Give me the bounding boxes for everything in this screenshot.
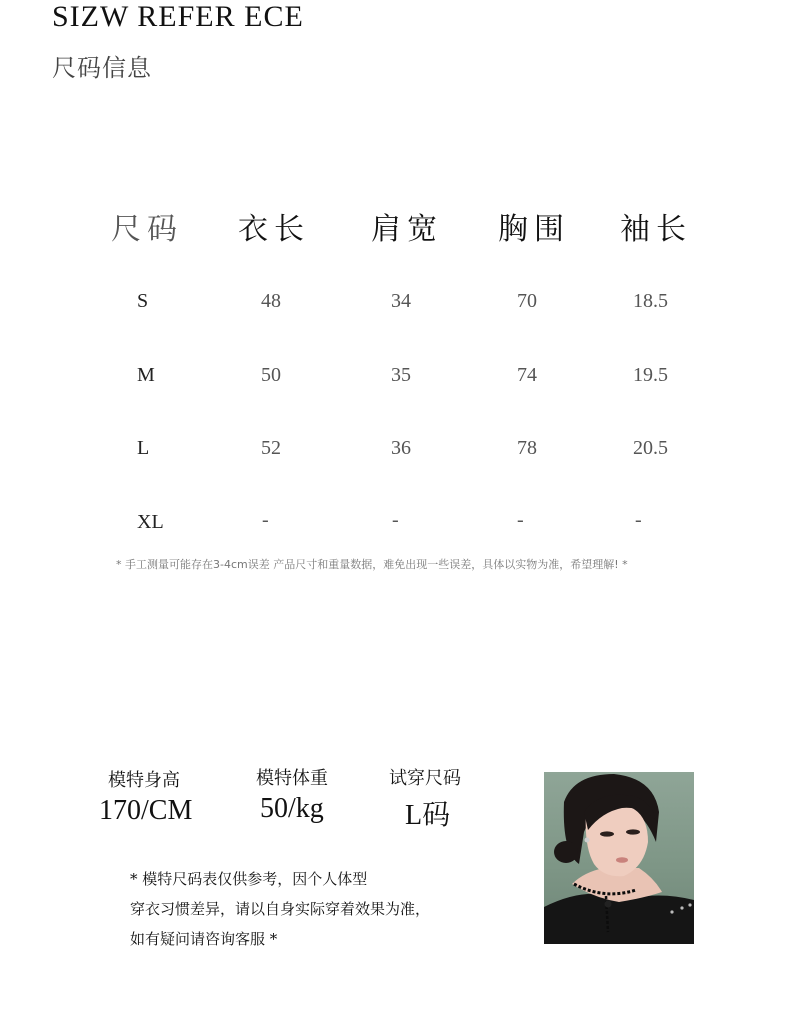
size-cell: S (137, 290, 149, 312)
column-header-length: 衣长 (238, 212, 310, 247)
model-photo-illustration (544, 772, 694, 944)
length-cell: 52 (261, 437, 281, 459)
shoulder-cell: 34 (391, 290, 411, 312)
length-cell: 48 (261, 290, 281, 312)
disclaimer-line: * 模特尺码表仅供参考，因个人体型 (130, 870, 368, 888)
shoulder-cell: 36 (391, 437, 411, 459)
shoulder-cell: - (392, 509, 399, 531)
disclaimer-line: 穿衣习惯差异，请以自身实际穿着效果为准， (130, 900, 431, 918)
column-header-size: 尺码 (111, 212, 183, 247)
chest-cell: 74 (517, 364, 537, 386)
model-height-label: 模特身高 (108, 770, 180, 791)
model-weight-label: 模特体重 (256, 768, 328, 789)
column-header-sleeve: 袖长 (620, 212, 692, 247)
size-cell: XL (137, 511, 164, 533)
model-size-label: 试穿尺码 (389, 768, 461, 789)
model-disclaimer (130, 864, 430, 954)
sleeve-cell: 18.5 (633, 290, 668, 312)
length-cell: - (262, 509, 269, 531)
sleeve-cell: 19.5 (633, 364, 668, 386)
sleeve-cell: - (635, 509, 642, 531)
model-height-value: 170/CM (99, 795, 193, 826)
chest-cell: 70 (517, 290, 537, 312)
size-cell: M (137, 364, 155, 386)
sleeve-cell: 20.5 (633, 437, 668, 459)
page-title: SIZW REFER ECE (52, 0, 304, 33)
measurement-note: * 手工测量可能存在3-4cm误差 产品尺寸和重量数据，难免出现一些误差，具体以实物为准，希望理解! * (116, 558, 628, 571)
model-photo (544, 772, 694, 944)
column-header-chest: 胸围 (498, 212, 570, 247)
chest-cell: - (517, 509, 524, 531)
model-weight-value: 50/kg (260, 793, 324, 824)
model-size-value: L码 (405, 800, 451, 831)
chest-cell: 78 (517, 437, 537, 459)
length-cell: 50 (261, 364, 281, 386)
disclaimer-line: 如有疑问请咨询客服 * (130, 930, 278, 948)
shoulder-cell: 35 (391, 364, 411, 386)
column-header-shoulder: 肩宽 (371, 212, 443, 247)
page-subtitle: 尺码信息 (52, 54, 152, 82)
size-cell: L (137, 437, 150, 459)
